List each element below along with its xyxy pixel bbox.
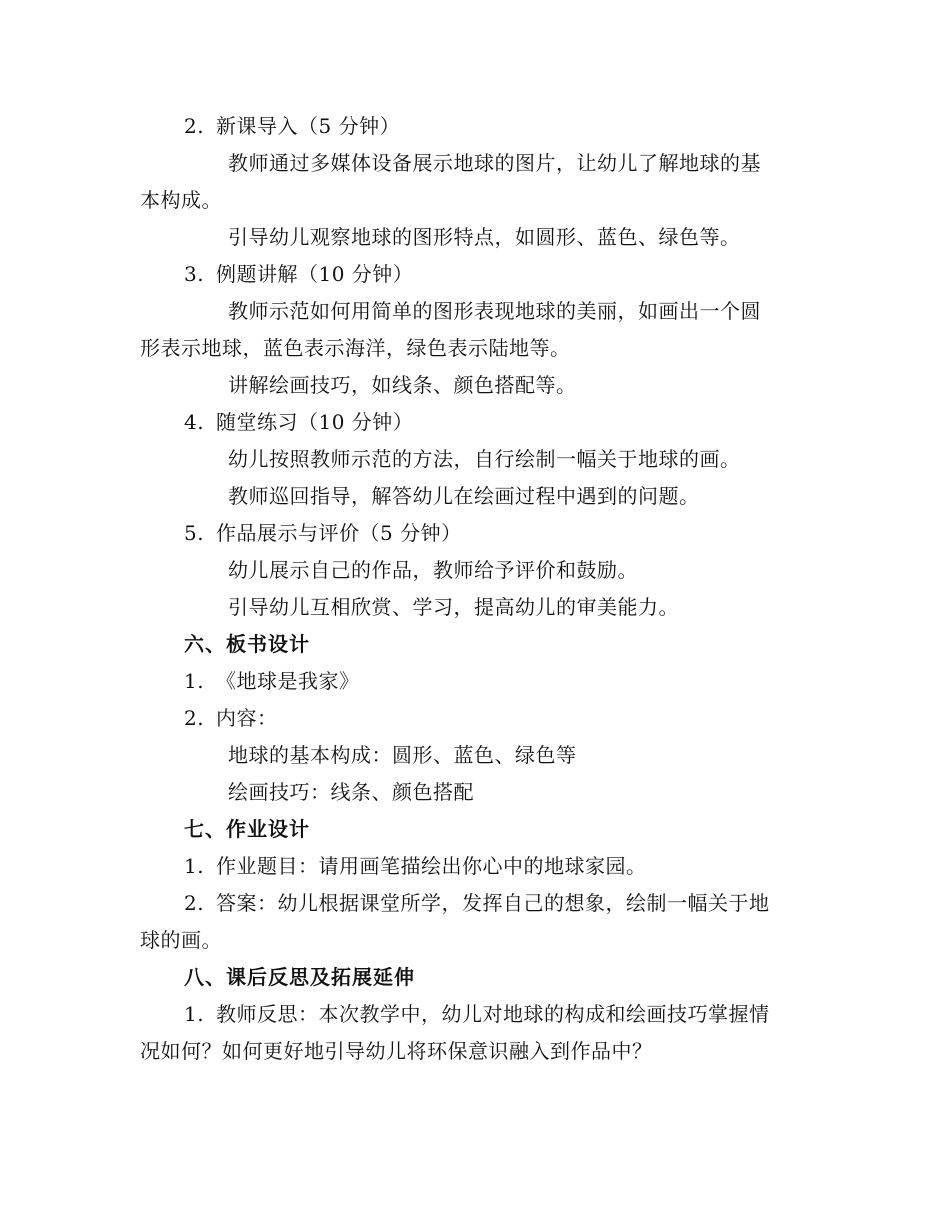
paragraph-line: 教师通过多媒体设备展示地球的图片，让幼儿了解地球的基 bbox=[228, 151, 761, 175]
paragraph-line: 幼儿展示自己的作品，教师给予评价和鼓励。 bbox=[228, 558, 638, 582]
list-item bbox=[184, 706, 278, 730]
paragraph-line: 教师示范如何用简单的图形表现地球的美丽，如画出一个圆 bbox=[228, 299, 761, 323]
paragraph-line: 况如何？如何更好地引导幼儿将环保意识融入到作品中？ bbox=[140, 1039, 653, 1063]
list-number: 5. bbox=[184, 521, 205, 545]
list-number: 1. bbox=[184, 1002, 205, 1026]
list-item-text: 作业题目：请用画笔描绘出你心中的地球家园。 bbox=[216, 854, 647, 878]
paragraph-line: 绘画技巧：线条、颜色搭配 bbox=[228, 780, 474, 804]
list-number: 2. bbox=[184, 706, 205, 730]
list-item-text: 随堂练习（10 分钟） bbox=[216, 410, 414, 434]
list-item bbox=[184, 1002, 770, 1026]
list-number: 1. bbox=[184, 854, 205, 878]
list-item bbox=[184, 854, 647, 878]
list-item bbox=[184, 262, 413, 286]
list-item-text: 新课导入（5 分钟） bbox=[216, 114, 401, 138]
list-item bbox=[184, 669, 360, 693]
list-item bbox=[184, 410, 413, 434]
list-number: 1. bbox=[184, 669, 205, 693]
paragraph-line: 讲解绘画技巧，如线条、颜色搭配等。 bbox=[228, 373, 577, 397]
list-item-text: 内容： bbox=[216, 706, 278, 730]
list-item bbox=[184, 891, 770, 915]
section-heading: 六、板书设计 bbox=[184, 632, 310, 656]
list-item bbox=[184, 114, 400, 138]
list-item-text: 教师反思：本次教学中，幼儿对地球的构成和绘画技巧掌握情 bbox=[216, 1002, 770, 1026]
section-heading: 八、课后反思及拓展延伸 bbox=[184, 965, 415, 989]
paragraph-line: 球的画。 bbox=[140, 928, 222, 952]
list-number: 2. bbox=[184, 891, 205, 915]
paragraph-line: 幼儿按照教师示范的方法，自行绘制一幅关于地球的画。 bbox=[228, 447, 741, 471]
list-item-text: 例题讲解（10 分钟） bbox=[216, 262, 414, 286]
paragraph-line: 形表示地球，蓝色表示海洋，绿色表示陆地等。 bbox=[140, 336, 571, 360]
list-item-text: 答案：幼儿根据课堂所学，发挥自己的想象，绘制一幅关于地 bbox=[216, 891, 770, 915]
list-item-text: 作品展示与评价（5 分钟） bbox=[216, 521, 462, 545]
list-number: 3. bbox=[184, 262, 205, 286]
list-number: 2. bbox=[184, 114, 205, 138]
list-item bbox=[184, 521, 462, 545]
paragraph-line: 教师巡回指导，解答幼儿在绘画过程中遇到的问题。 bbox=[228, 484, 700, 508]
paragraph-line: 引导幼儿互相欣赏、学习，提高幼儿的审美能力。 bbox=[228, 595, 679, 619]
list-number: 4. bbox=[184, 410, 205, 434]
list-item-text: 《地球是我家》 bbox=[216, 669, 360, 693]
section-heading: 七、作业设计 bbox=[184, 817, 310, 841]
paragraph-line: 地球的基本构成：圆形、蓝色、绿色等 bbox=[228, 743, 577, 767]
paragraph-line: 本构成。 bbox=[140, 188, 222, 212]
paragraph-line: 引导幼儿观察地球的图形特点，如圆形、蓝色、绿色等。 bbox=[228, 225, 741, 249]
